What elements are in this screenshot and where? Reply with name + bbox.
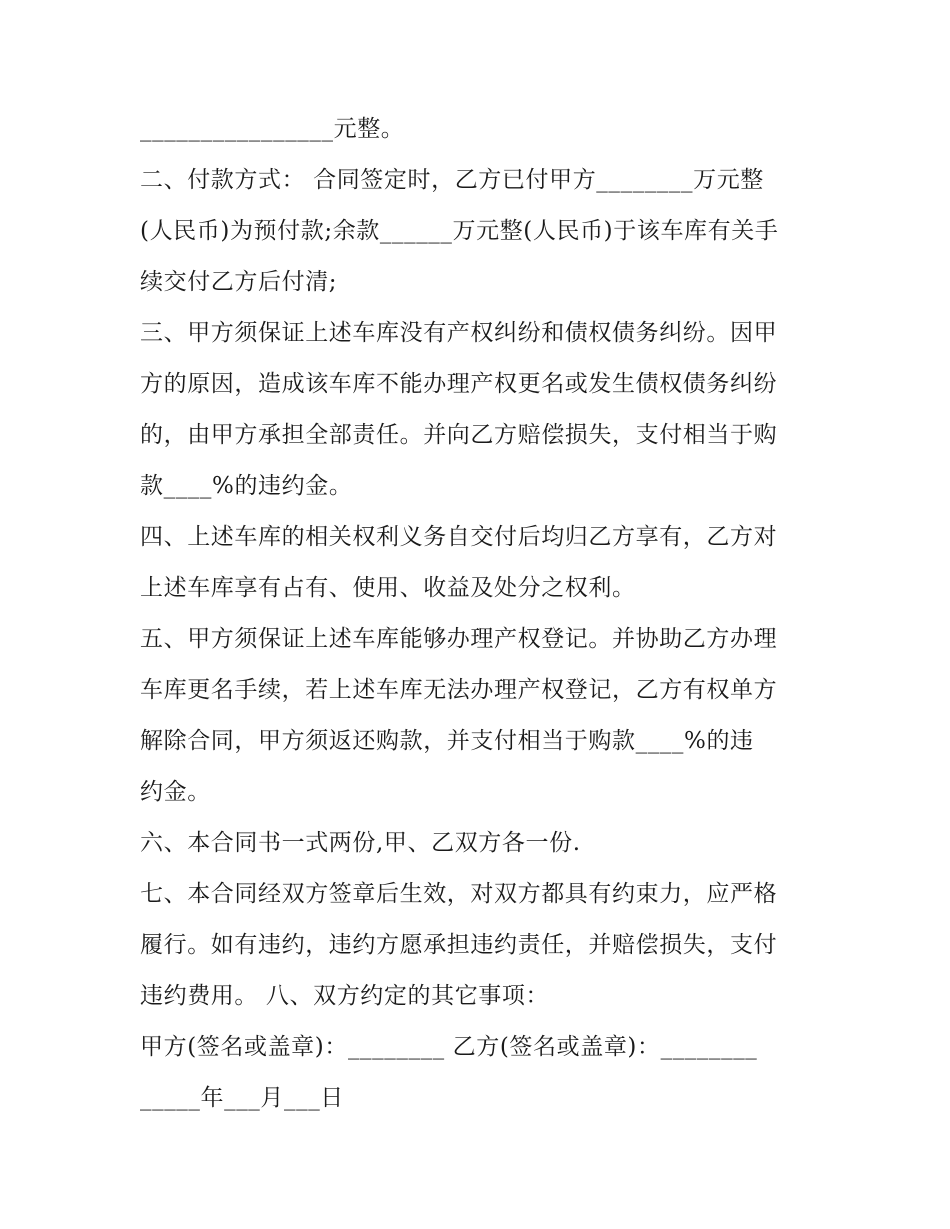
text-line-clause5-1: 五、甲方须保证上述车库能够办理产权登记。并协助乙方办理: [140, 626, 778, 652]
text-line-clause5-4: 约金。: [140, 779, 211, 805]
text-line-clause3-2: 方的原因，造成该车库不能办理产权更名或发生债权债务纠纷: [140, 371, 778, 397]
text-line-payment-3: 续交付乙方后付清;: [140, 269, 338, 295]
text-line-clause7-1: 七、本合同经双方签章后生效，对双方都具有约束力，应严格: [140, 881, 778, 907]
text-line-clause3-1: 三、甲方须保证上述车库没有产权纠纷和债权债务纠纷。因甲: [140, 320, 778, 346]
text-line-amount: ________________元整。: [140, 116, 405, 142]
text-line-payment-1: 二、付款方式： 合同签定时，乙方已付甲方________万元整: [140, 167, 764, 193]
text-line-clause7-2: 履行。如有违约，违约方愿承担违约责任，并赔偿损失，支付: [140, 932, 778, 958]
text-line-clause4-1: 四、上述车库的相关权利义务自交付后均归乙方享有，乙方对: [140, 524, 778, 550]
text-line-clause7-3: 违约费用。 八、双方约定的其它事项：: [140, 983, 550, 1009]
text-line-clause3-4: 款____%的违约金。: [140, 473, 353, 499]
text-line-clause6: 六、本合同书一式两份,甲、乙双方各一份.: [140, 830, 581, 856]
date-line: _____年___月___日: [140, 1085, 344, 1111]
text-line-payment-2: (人民币)为预付款;余款______万元整(人民币)于该车库有关手: [140, 218, 779, 244]
text-line-clause5-3: 解除合同，甲方须返还购款，并支付相当于购款____%的违: [140, 728, 754, 754]
signature-line: 甲方(签名或盖章)：________ 乙方(签名或盖章)：________: [140, 1034, 758, 1060]
text-line-clause5-2: 车库更名手续，若上述车库无法办理产权登记，乙方有权单方: [140, 677, 778, 703]
text-line-clause4-2: 上述车库享有占有、使用、收益及处分之权利。: [140, 575, 636, 601]
contract-body: [140, 104, 812, 1124]
text-line-clause3-3: 的，由甲方承担全部责任。并向乙方赔偿损失，支付相当于购: [140, 422, 778, 448]
